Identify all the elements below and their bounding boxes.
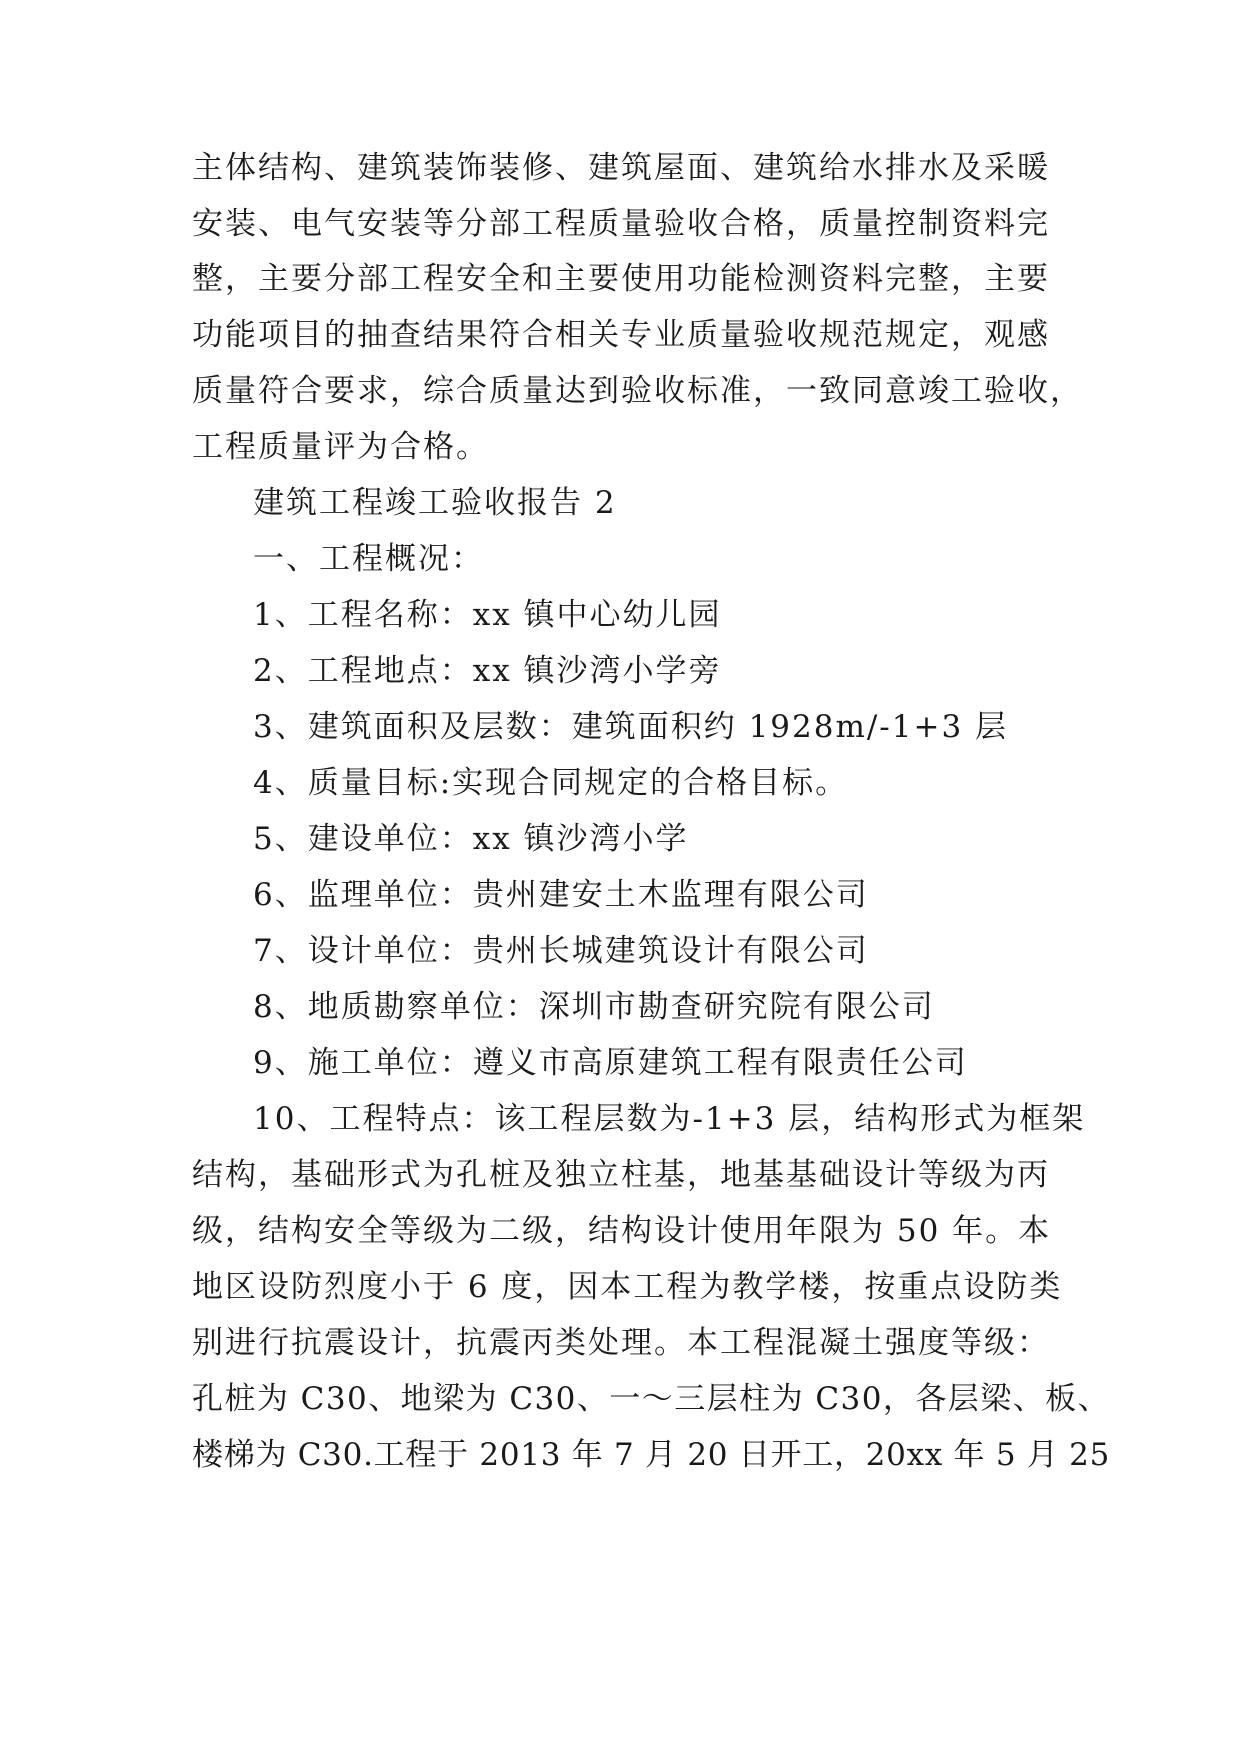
- section-heading: 一、工程概况：: [253, 541, 484, 577]
- paragraph-line: 结构，基础形式为孔桩及独立柱基，地基基础设计等级为丙: [192, 1157, 1050, 1193]
- paragraph-line: 别进行抗震设计，抗震丙类处理。本工程混凝土强度等级：: [192, 1325, 1050, 1361]
- paragraph-line: 整，主要分部工程安全和主要使用功能检测资料完整，主要: [192, 261, 1050, 297]
- list-item: 6、监理单位：贵州建安土木监理有限公司: [253, 877, 869, 913]
- paragraph-line: 级，结构安全等级为二级，结构设计使用年限为 50 年。本: [192, 1213, 1052, 1249]
- list-item: 2、工程地点：xx 镇沙湾小学旁: [253, 653, 722, 689]
- paragraph-line: 工程质量评为合格。: [192, 429, 489, 465]
- paragraph-line: 主体结构、建筑装饰装修、建筑屋面、建筑给水排水及采暖: [192, 150, 1050, 186]
- list-item: 9、施工单位：遵义市高原建筑工程有限责任公司: [253, 1045, 968, 1081]
- paragraph-line: 安装、电气安装等分部工程质量验收合格，质量控制资料完: [192, 206, 1050, 242]
- list-item: 3、建筑面积及层数：建筑面积约 1928m/-1+3 层: [253, 709, 1009, 745]
- section-title: 建筑工程竣工验收报告 2: [253, 485, 617, 521]
- paragraph-line: 楼梯为 C30.工程于 2013 年 7 月 20 日开工，20xx 年 5 月 25: [192, 1437, 1111, 1473]
- paragraph-line: 孔桩为 C30、地梁为 C30、一～三层柱为 C30，各层梁、板、: [192, 1381, 1111, 1417]
- list-item: 10、工程特点：该工程层数为-1+3 层，结构形式为框架: [253, 1101, 1086, 1137]
- paragraph-line: 地区设防烈度小于 6 度，因本工程为教学楼，按重点设防类: [192, 1269, 1063, 1305]
- list-item: 5、建设单位：xx 镇沙湾小学: [253, 821, 689, 857]
- list-item: 4、质量目标:实现合同规定的合格目标。: [253, 765, 849, 801]
- paragraph-line: 质量符合要求，综合质量达到验收标准，一致同意竣工验收，: [192, 373, 1083, 409]
- list-item: 8、地质勘察单位：深圳市勘查研究院有限公司: [253, 989, 935, 1025]
- paragraph-line: 功能项目的抽查结果符合相关专业质量验收规范规定，观感: [192, 317, 1050, 353]
- list-item: 1、工程名称：xx 镇中心幼儿园: [253, 597, 722, 633]
- list-item: 7、设计单位：贵州长城建筑设计有限公司: [253, 933, 869, 969]
